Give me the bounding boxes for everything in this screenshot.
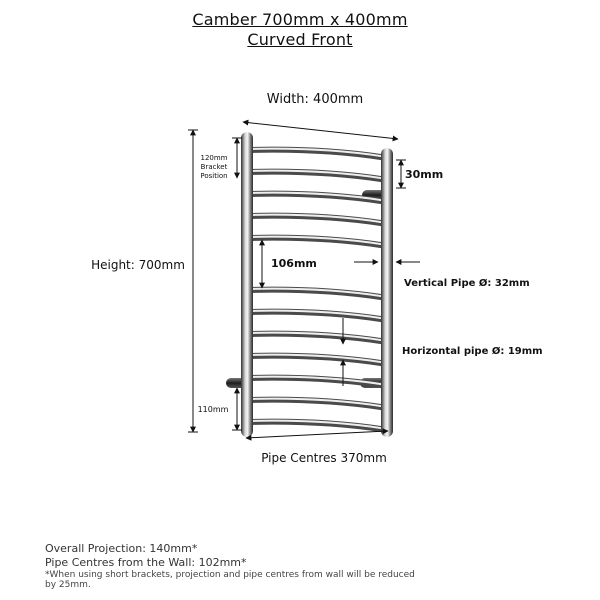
- pipe-centres-dimension-line: [246, 431, 388, 438]
- bottom-bracket-label: 110mm: [197, 405, 229, 414]
- width-dimension-line: [243, 122, 398, 139]
- horizontal-pipe-label: Horizontal pipe Ø: 19mm: [402, 346, 543, 357]
- title-line-2: Curved Front: [247, 30, 353, 49]
- width-label: Width: 400mm: [266, 92, 364, 107]
- overall-projection: Overall Projection: 140mm*: [45, 542, 198, 555]
- pipe-centres-label: Pipe Centres 370mm: [261, 451, 387, 465]
- bracket-label-line-1: 120mm: [200, 154, 228, 162]
- vertical-pipe-label: Vertical Pipe Ø: 32mm: [404, 278, 530, 289]
- footnote: *When using short brackets, projection and pipe centres from wall will be reduced by 25mm.: [45, 570, 415, 590]
- top-gap-label: 30mm: [405, 168, 444, 181]
- left-vertical-pipe: [241, 132, 253, 437]
- bracket-label-line-2: Bracket: [200, 163, 228, 171]
- title-line-1: Camber 700mm x 400mm: [192, 10, 408, 29]
- rail-spacing-label: 106mm: [271, 257, 317, 270]
- right-vertical-pipe: [381, 148, 393, 437]
- height-label: Height: 700mm: [91, 258, 185, 272]
- pipe-centres-from-wall: Pipe Centres from the Wall: 102mm*: [45, 556, 247, 569]
- bracket-label-line-3: Position: [200, 172, 228, 180]
